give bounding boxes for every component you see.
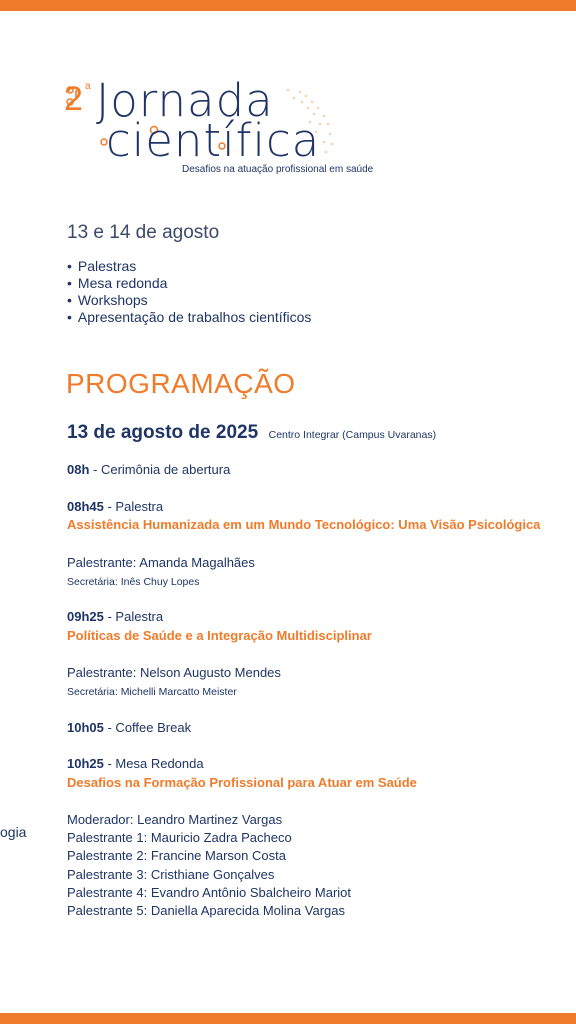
- day-date: 13 de agosto de 2025: [67, 422, 259, 443]
- talk1-title: Assistência Humanizada em um Mundo Tecnológico: Uma Visão Psicológica: [67, 517, 541, 532]
- list-item: • Mesa redonda: [67, 275, 311, 292]
- event-dates: 13 e 14 de agosto: [67, 222, 220, 243]
- schedule-time: 10h05: [67, 720, 104, 735]
- talk1-speaker: Palestrante: Amanda Magalhães: [67, 555, 255, 570]
- panel-title: Desafios na Formação Profissional para Atuar em Saúde: [67, 775, 417, 790]
- schedule-talk1: [67, 499, 163, 514]
- schedule-label: - Mesa Redonda: [103, 756, 204, 771]
- panel-speaker-2: Palestrante 2: Francine Marson Costa: [67, 848, 286, 863]
- schedule-label: - Palestra: [103, 499, 164, 514]
- schedule-time: 10h25: [67, 756, 104, 771]
- logo-tagline: Desafios na atuação profissional em saúde: [182, 164, 374, 175]
- schedule-time: 08h: [67, 462, 90, 477]
- panel-speaker-1: Palestrante 1: Mauricio Zadra Pacheco: [67, 830, 292, 845]
- panel-speaker-3: Palestrante 3: Cristhiane Gonçalves: [67, 867, 275, 882]
- schedule-panel: [67, 756, 204, 771]
- day-location: Centro Integrar (Campus Uvaranas): [268, 429, 437, 441]
- feature-list: [67, 258, 311, 326]
- bottom-accent-bar: [0, 1013, 576, 1024]
- clipped-text-fragment: ogia: [0, 824, 27, 840]
- day-heading: [67, 422, 436, 444]
- schedule-break: [67, 720, 191, 735]
- schedule-opening: [67, 462, 230, 477]
- talk2-title: Políticas de Saúde e a Integração Multidisciplinar: [67, 628, 372, 643]
- panel-moderator: Moderador: Leandro Martinez Vargas: [67, 812, 283, 827]
- schedule-talk2: [67, 609, 163, 624]
- logo-word-jornada: Jornada: [96, 74, 274, 127]
- list-item: • Palestras: [67, 258, 311, 275]
- talk1-secretary: Secretária: Inês Chuy Lopes: [67, 576, 200, 588]
- talk2-secretary: Secretária: Michelli Marcatto Meister: [67, 686, 237, 698]
- logo-edition-ordinal: a: [85, 81, 91, 92]
- event-logo: [62, 72, 374, 182]
- panel-speaker-5: Palestrante 5: Daniella Aparecida Molina Vargas: [67, 903, 345, 918]
- schedule-time: 08h45: [67, 499, 104, 514]
- panel-speaker-4: Palestrante 4: Evandro Antônio Sbalcheiro Mariot: [67, 885, 352, 900]
- section-title: PROGRAMAÇÃO: [66, 368, 296, 399]
- logo-word-cientifica: científica: [106, 114, 321, 167]
- schedule-label: - Palestra: [103, 609, 164, 624]
- logo-edition-number: 2: [64, 80, 83, 118]
- talk2-speaker: Palestrante: Nelson Augusto Mendes: [67, 665, 281, 680]
- schedule-label: - Coffee Break: [103, 720, 192, 735]
- list-item: • Apresentação de trabalhos científicos: [67, 309, 311, 326]
- schedule-label: - Cerimônia de abertura: [89, 462, 231, 477]
- list-item: • Workshops: [67, 292, 311, 309]
- schedule-time: 09h25: [67, 609, 104, 624]
- top-accent-bar: [0, 0, 576, 11]
